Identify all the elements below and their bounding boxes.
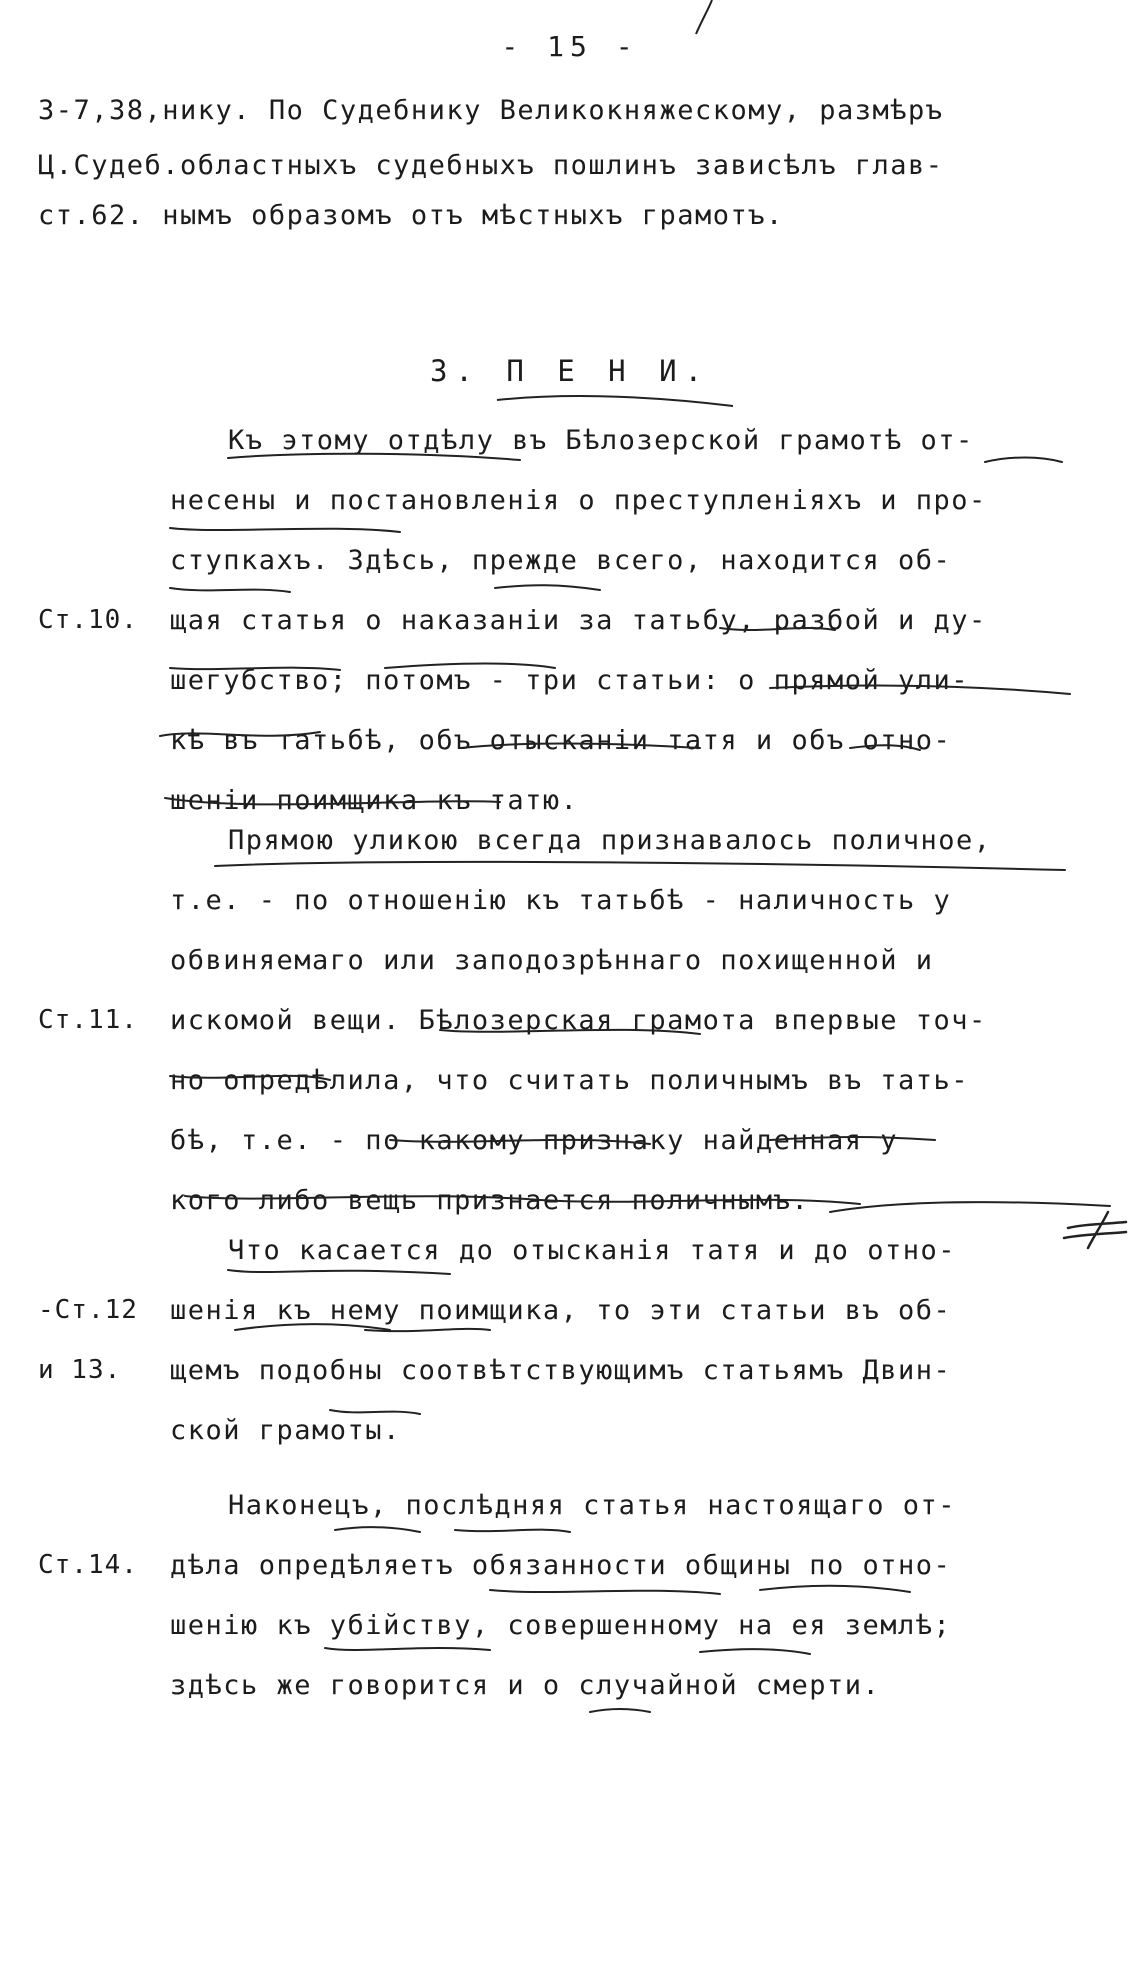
text-line — [0, 1415, 1140, 1467]
text-line — [0, 485, 1140, 537]
line-text: ступкахъ. Здѣсь, прежде всего, находится об- — [170, 545, 952, 576]
section-heading: 3. П Е Н И. — [429, 354, 711, 388]
page-number: - 15 - — [501, 30, 639, 63]
line-text: Къ этому отдѣлу въ Бѣлозерской грамотѣ от- — [228, 425, 974, 456]
text-line — [0, 425, 1140, 477]
text-line — [0, 1670, 1140, 1722]
line-text: шенію къ убійству, совершенному на ея землѣ; — [170, 1610, 952, 1641]
text-line — [0, 1355, 1140, 1407]
line-text: щемъ подобны соотвѣтствующимъ статьямъ Двин- — [170, 1355, 952, 1386]
text-line — [0, 1490, 1140, 1542]
line-text: ской грамоты. — [170, 1415, 401, 1446]
text-line — [0, 1295, 1140, 1347]
line-text: здѣсь же говорится и о случайной смерти. — [170, 1670, 881, 1701]
text-line — [0, 1550, 1140, 1602]
text-line — [0, 665, 1140, 717]
line-text: ст.62. нымъ образомъ отъ мѣстныхъ грамотъ. — [38, 200, 784, 231]
text-line — [0, 1235, 1140, 1287]
line-text: обвиняемаго или заподозрѣннаго похищенной и — [170, 945, 934, 976]
line-text: Что касается до отысканія татя и до отно- — [228, 1235, 956, 1266]
margin-article-ref: Ст.10. — [38, 605, 138, 635]
line-text: Наконецъ, послѣдняя статья настоящаго от- — [228, 1490, 956, 1521]
line-text: но опредѣлила, что считать поличнымъ въ тать- — [170, 1065, 969, 1096]
margin-article-ref: и 13. — [38, 1355, 122, 1385]
text-line — [0, 605, 1140, 657]
text-line — [0, 1125, 1140, 1177]
text-line — [0, 150, 1140, 202]
line-text: щая статья о наказаніи за татьбу, разбой и ду- — [170, 605, 987, 636]
line-text: кого либо вещь признается поличнымъ. — [170, 1185, 810, 1216]
text-line — [0, 1610, 1140, 1662]
line-text: шеніи поимщика къ татю. — [170, 785, 579, 816]
margin-article-ref: -Ст.12 — [38, 1295, 138, 1325]
line-text: шенія къ нему поимщика, то эти статьи въ об- — [170, 1295, 952, 1326]
text-line — [0, 95, 1140, 147]
line-text: Прямою уликою всегда признавалось поличное, — [228, 825, 992, 856]
margin-strike-mark-icon — [1060, 1210, 1130, 1250]
line-text: шегубство; потомъ - три статьи: о прямой ули- — [170, 665, 969, 696]
heading-underline — [495, 392, 735, 410]
text-line — [0, 945, 1140, 997]
margin-article-ref: Ст.14. — [38, 1550, 138, 1580]
text-line — [0, 725, 1140, 777]
line-text: 3-7,38,нику. По Судебнику Великокняжескому, размѣръ — [38, 95, 944, 126]
margin-article-ref: Ст.11. — [38, 1005, 138, 1035]
text-line — [0, 1065, 1140, 1117]
line-text: дѣла опредѣляетъ обязанности общины по отно- — [170, 1550, 952, 1581]
text-line — [0, 1005, 1140, 1057]
text-line — [0, 885, 1140, 937]
text-line — [0, 825, 1140, 877]
line-text: бѣ, т.е. - по какому признаку найденная у — [170, 1125, 898, 1156]
line-text: т.е. - по отношенію къ татьбѣ - наличность у — [170, 885, 952, 916]
line-text: кѣ въ татьбѣ, объ отысканіи татя и объ отно- — [170, 725, 952, 756]
line-text: Ц.Судеб.областныхъ судебныхъ пошлинъ зависѣлъ глав- — [38, 150, 944, 181]
line-text: искомой вещи. Бѣлозерская грамота впервые точ- — [170, 1005, 987, 1036]
line-text: несены и постановленія о преступленіяхъ и про- — [170, 485, 987, 516]
text-line — [0, 1185, 1140, 1237]
text-line — [0, 545, 1140, 597]
text-line — [0, 200, 1140, 252]
